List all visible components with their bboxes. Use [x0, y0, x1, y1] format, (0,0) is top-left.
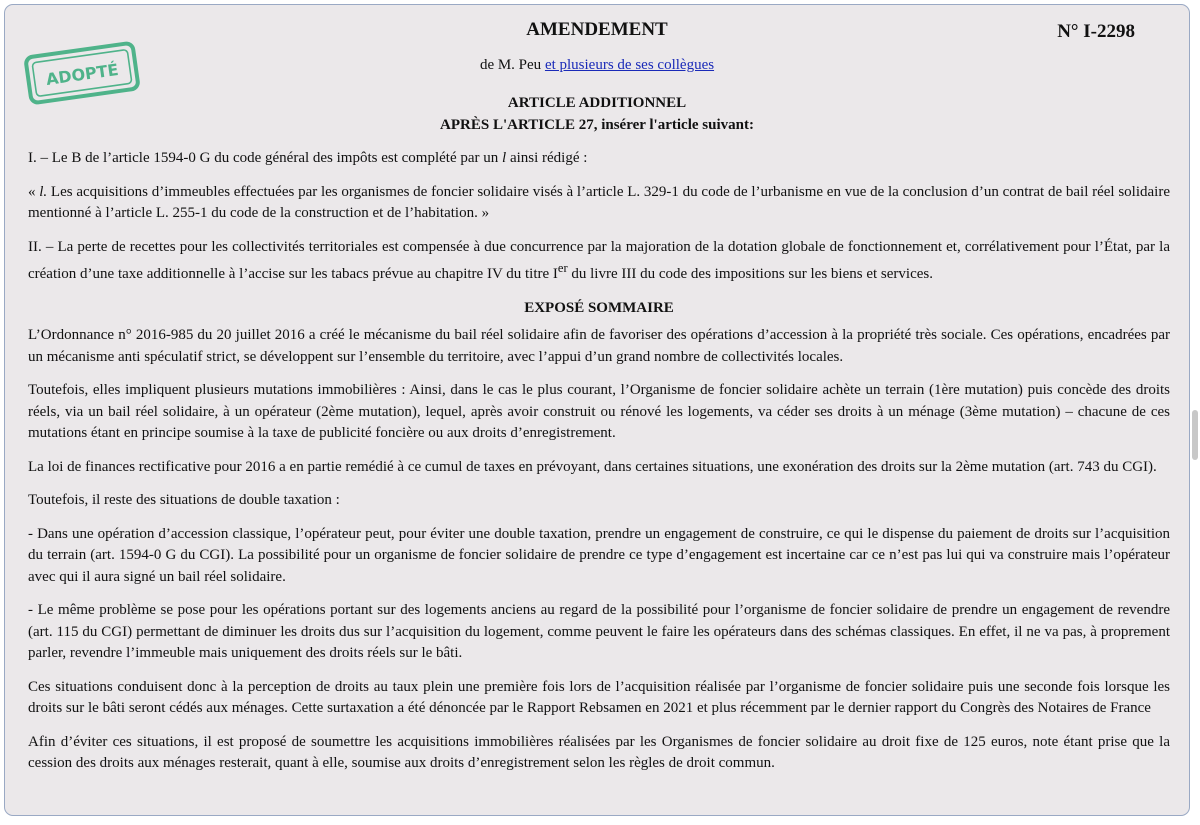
article-subtitle: APRÈS L'ARTICLE 27, insérer l'article suivant:: [440, 117, 754, 133]
expose-paragraph: Toutefois, elles impliquent plusieurs mutations immobilières : Ainsi, dans le cas le plus courant, l’Organisme de foncier solidaire achète un terrain (1ère mutation) puis concède des droits réels, via un bail réel solidaire, à un opérateur (2ème mutation), lequel, après avoir construit ou rénové les logements, va céder ses droits à un ménage (3ème mutation) – chacune de ces mutations étant en principe soumise à la taxe de publicité foncière ou aux droits d’enregistrement.: [28, 382, 1170, 441]
scrollbar-thumb[interactable]: [1190, 410, 1200, 460]
document-body: [28, 148, 1170, 787]
expose-heading: EXPOSÉ SOMMAIRE: [524, 299, 674, 316]
author-name: de M. Peu: [479, 57, 545, 73]
document-page: [4, 4, 1190, 816]
author-line: [5, 57, 1189, 74]
article-title: ARTICLE ADDITIONNEL: [507, 95, 687, 111]
expose-paragraph: - Dans une opération d’accession classique, l’opérateur peut, pour éviter une double taxation, prendre un engagement de construire, ce qui le dispense du paiement de droits sur l’acquisition du terrain (art. 1594-0 G du CGI). La possibilité pour un organisme de foncier solidaire de prendre ce type d’engagement est incertaine car ce n’est pas lui qui va construire mais l’opérateur avec qui il aura signé un bail réel solidaire.: [28, 525, 1170, 585]
article-paragraph-3: II. – La perte de recettes pour les collectivités territoriales est compensée à due concurrence par la majoration de la dotation globale de fonctionnement et, corrélativement pour l’État, par la création d’une taxe additionnelle à l’accise sur les tabacs prévue au chapitre IV du titre Ier du livre III du code des impositions sur les biens et services.: [28, 238, 1170, 282]
co-authors-link[interactable]: et plusieurs de ses collègues: [544, 57, 715, 73]
stamp-text: ADOPTÉ: [44, 60, 120, 89]
article-heading: [5, 92, 1189, 136]
expose-paragraph: La loi de finances rectificative pour 2016 a en partie remédié à ce cumul de taxes en prévoyant, dans certaines situations, une exonération des droits sur la 2ème mutation (art. 743 du CGI).: [28, 458, 1157, 475]
expose-paragraph: Afin d’éviter ces situations, il est proposé de soumettre les acquisitions immobilières réalisées par les Organismes de foncier solidaire au droit fixe de 125 euros, note étant prise que la cession des droits aux ménages resterait, quant à elle, soumise aux droits d’enregistrement selon les règles de droit commun.: [28, 733, 1170, 771]
expose-paragraph: Toutefois, il reste des situations de double taxation :: [28, 492, 340, 508]
amendment-number: N° I-2298: [1057, 21, 1135, 42]
article-paragraph-2: « l. Les acquisitions d’immeubles effectuées par les organismes de foncier solidaire visés à l’article L. 329-1 du code de l’urbanisme en vue de la conclusion d’un contrat de bail réel solidaire mentionné à l’article L. 255-1 du code de la construction et de l’habitation. »: [28, 183, 1170, 221]
expose-paragraph: L’Ordonnance n° 2016-985 du 20 juillet 2016 a créé le mécanisme du bail réel solidaire afin de favoriser des opérations d’accession à la propriété très sociale. Ces opérations, encadrées par un mécanisme anti spéculatif strict, se développent sur l’ensemble du territoire, avec l’appui d’un grand nombre de collectivités locales.: [28, 327, 1170, 365]
document-title: AMENDEMENT: [526, 19, 668, 40]
article-paragraph-1: I. – Le B de l’article 1594-0 G du code général des impôts est complété par un l ainsi rédigé :: [28, 150, 588, 166]
expose-paragraph: Ces situations conduisent donc à la perception de droits au taux plein une première fois lors de l’acquisition réalisée par l’organisme de foncier solidaire puis une seconde fois lorsque les droits sur le bâti seront cédés aux ménages. Cette surtaxation a été dénoncée par le Rapport Rebsamen en 2021 et plus récemment par le dernier rapport du Congrès des Notaires de France: [28, 678, 1170, 716]
expose-paragraph: - Le même problème se pose pour les opérations portant sur des logements anciens au regard de la possibilité pour l’organisme de foncier solidaire de prendre un engagement de revendre (art. 115 du CGI) permettant de diminuer les droits dus sur l’acquisition du logement, comme peuvent le faire les opérateurs dans des schémas classiques. En effet, il ne va pas, à proprement parler, revendre l’immeuble mais uniquement des droits réels sur le bâti.: [28, 602, 1170, 661]
